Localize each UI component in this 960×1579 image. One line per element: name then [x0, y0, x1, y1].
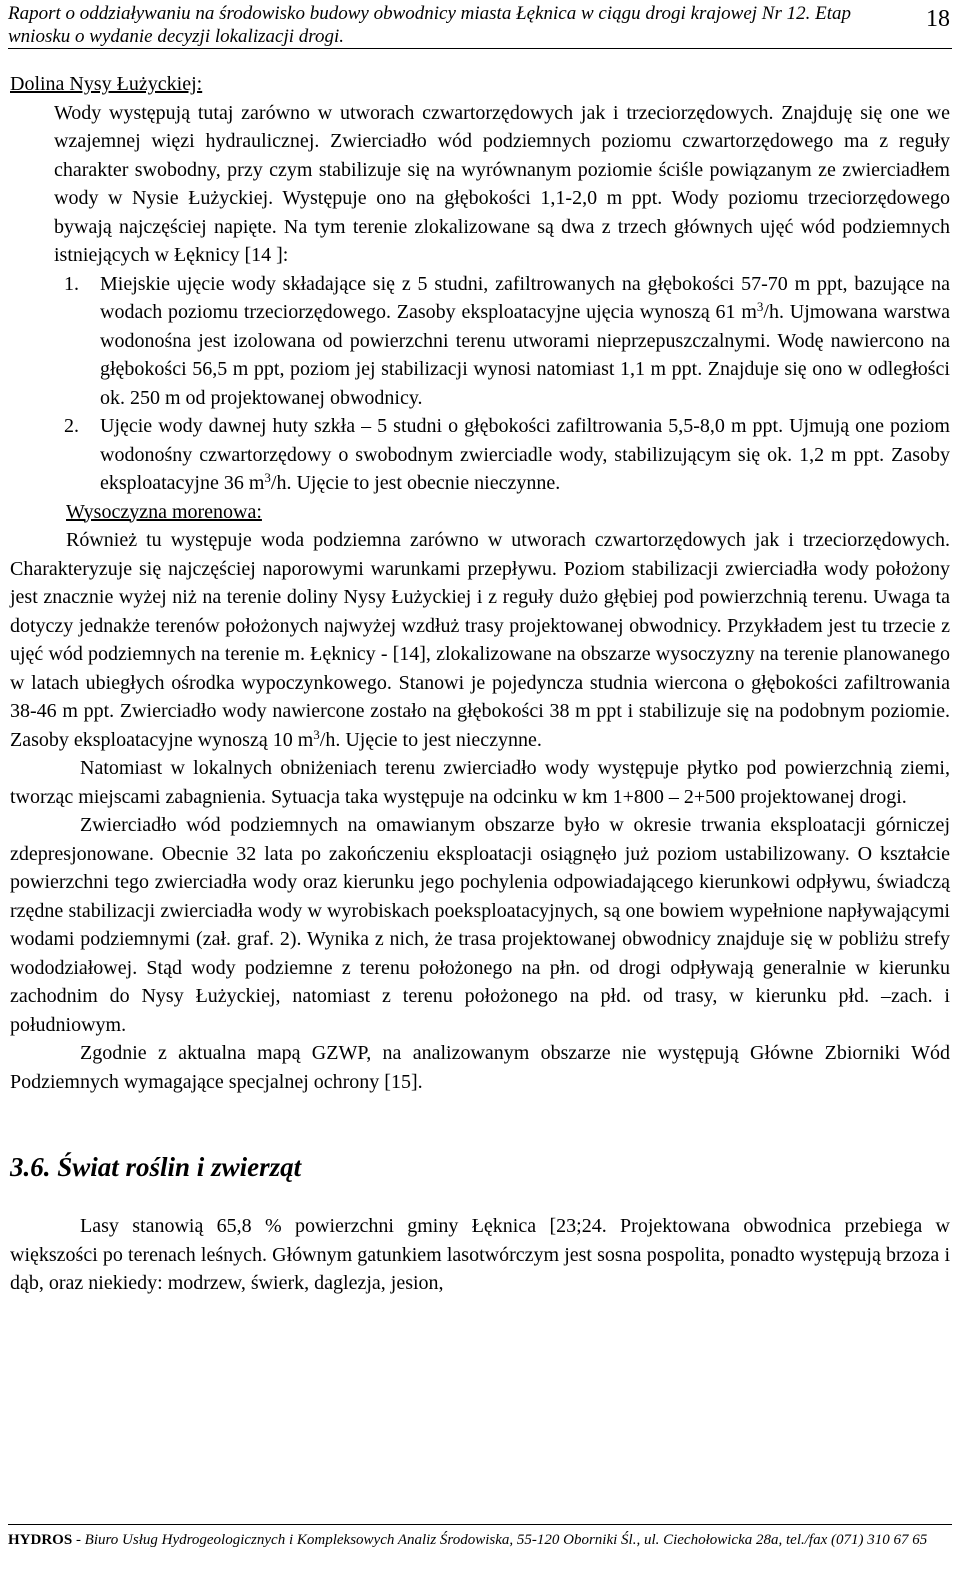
page-header: [8, 2, 952, 49]
superscript: 3: [264, 470, 271, 485]
subsection-heading-wysoczyzna: Wysoczyzna morenowa:: [66, 500, 262, 523]
list-item-number: 2.: [64, 415, 79, 437]
list-item-number: 1.: [64, 272, 79, 295]
section-title: 3.6. Świat roślin i zwierząt: [10, 1152, 302, 1182]
document-body: [10, 70, 950, 1298]
page-footer: [8, 1524, 952, 1549]
list-item: [10, 412, 950, 498]
wells-list: [10, 270, 950, 498]
list-item-text: Miejskie ujęcie wody składające się z 5 studni, zafiltrowanych na głębokości 57-70 m ppt, bazujące na wodach poziomu trzeciorzędowego. Zasoby eksploatacyjne ujęcia wynoszą 61 m: [100, 272, 950, 323]
footer-text: - Biuro Usług Hydrogeologicznych i Kompleksowych Analiz Środowiska, 55-120 Oborniki Śl., ul. Ciechołowicka 28a, tel./fax (071) 310 67 65: [72, 1532, 928, 1548]
list-item-text: Ujęcie wody dawnej huty szkła – 5 studni o głębokości zafiltrowania 5,5-8,0 m ppt. Ujmują one poziom wodonośny czwartorzędowy o swobodnym zwierciadle wody, stabilizującym się ok. 1,2 m ppt. Zasoby eksploatacyjne 36 m: [100, 415, 950, 494]
subsection-heading-dolina: Dolina Nysy Łużyckiej:: [10, 73, 203, 95]
paragraph-lasy: Lasy stanowią 65,8 % powierzchni gminy Łęknica [23;24. Projektowana obwodnica przebiega w większości po terenach leśnych. Głównym gatunkiem lasotwórczym jest sosna pospolita, ponadto występują brzoza i dąb, oraz niekiedy: modrzew, świerk, daglezja, jesion,: [10, 1215, 950, 1294]
list-item-text: /h. Ujęcie to jest obecnie nieczynne.: [270, 472, 561, 494]
superscript: 3: [756, 299, 764, 314]
list-item: [10, 270, 950, 413]
paragraph-natomiast: Natomiast w lokalnych obniżeniach terenu zwierciadło wody występuje płytko pod powierzchnią ziemi, tworząc miejscami zabagnienia. Sytuacja taka występuje na odcinku w km 1+800 – 2+500 projektowanej drogi.: [10, 757, 950, 808]
footer-company: HYDROS: [8, 1532, 73, 1548]
superscript: 3: [313, 726, 320, 742]
paragraph-dolina: Wody występują tutaj zarówno w utworach czwartorzędowych jak i trzeciorzędowych. Znajduję się one we wzajemnej więzi hydraulicznej. Zwierciadło wód podziemnych poziomu czwartorzędowego ma z reguły charakter swobodny, przy czym stabilizuje się na wyrównanym poziomie ściśle powiązanym ze zwierciadłem wody w Nysie Łużyckiej. Występuje ono na głębokości 1,1-2,0 m ppt. Wody poziomu trzeciorzędowego bywają najczęściej napięte. Na tym terenie zlokalizowane są dwa z trzech głównych ujęć wód podziemnych istniejących w Łęknicy [14 ]:: [54, 101, 950, 266]
page-number: 18: [926, 6, 950, 32]
list-item-text: /h. Ujmowana warstwa wodonośna jest izolowana od powierzchni terenu utworami nieprzepuszczalnymi. Wodę nawiercono na głębokości 56,5 m ppt, poziom jej stabilizacji wynosi natomiast 1,1 m ppt. Znajduje się ono w odległości ok. 250 m od projektowanej obwodnicy.: [100, 301, 951, 409]
paragraph-gzwp: Zgodnie z aktualna mapą GZWP, na analizowanym obszarze nie występują Główne Zbiorniki Wód Podziemnych wymagające specjalnej ochrony [15].: [10, 1042, 950, 1093]
paragraph-text: /h. Ujęcie to jest nieczynne.: [319, 728, 542, 751]
paragraph-zwierciadlo: Zwierciadło wód podziemnych na omawianym obszarze było w okresie trwania eksploatacji górniczej zdepresjonowane. Obecnie 32 lata po zakończeniu eksploatacji osiągnęło już poziom ustabilizowany. O kształcie powierzchni tego zwierciadła wody oraz kierunku jego pochylenia odpowiadającego kierunkowi odpływu, świadczą rzędne stabilizacji zwierciadła wody w wyrobiskach poeksploatacyjnych, są one bowiem wypełnione napływającymi wodami podziemnymi (zał. graf. 2). Wynika z nich, że trasa projektowanej obwodnicy znajduje się w pobliżu strefy wododziałowej. Stąd wody podziemne z terenu położonego na płn. od drogi odpływają generalnie w kierunku zachodnim do Nysy Łużyckiej, natomiast z terenu położonego na płd. od trasy, w kierunku płd. –zach. i południowym.: [10, 814, 950, 1036]
paragraph-text: Również tu występuje woda podziemna zarówno w utworach czwartorzędowych jak i trzeciorzędowych. Charakteryzuje się najczęściej naporowymi warunkami przepływu. Poziom stabilizacji zwierciadła wody położony jest znacznie wyżej niż na terenie doliny Nysy Łużyckiej i z reguły dużo głębiej pod powierzchnią terenu. Uwaga ta dotyczy jednakże terenów położonych najwyżej wzdłuż trasy projektowanej obwodnicy. Przykładem jest tu trzecie z ujęć wód podziemnych na terenie m. Łęknicy - [14], zlokalizowane na obszarze wysoczyzny na terenie planowanego w latach ubiegłych ośrodka wypoczynkowego. Stanowi je pojedyncza studnia wiercona o głębokości zafiltrowania 38-46 m ppt. Zwierciadło wody nawiercone zostało na głębokości 38 m ppt i stabilizuje się na podobnym poziomie. Zasoby eksploatacyjne wynoszą 10 m: [10, 529, 950, 751]
paragraph-wysoczyzna: [10, 526, 950, 754]
header-title: Raport o oddziaływaniu na środowisko budowy obwodnicy miasta Łęknica w ciągu drogi krajowej Nr 12. Etap wniosku o wydanie decyzji lokalizacji drogi.: [8, 3, 852, 47]
